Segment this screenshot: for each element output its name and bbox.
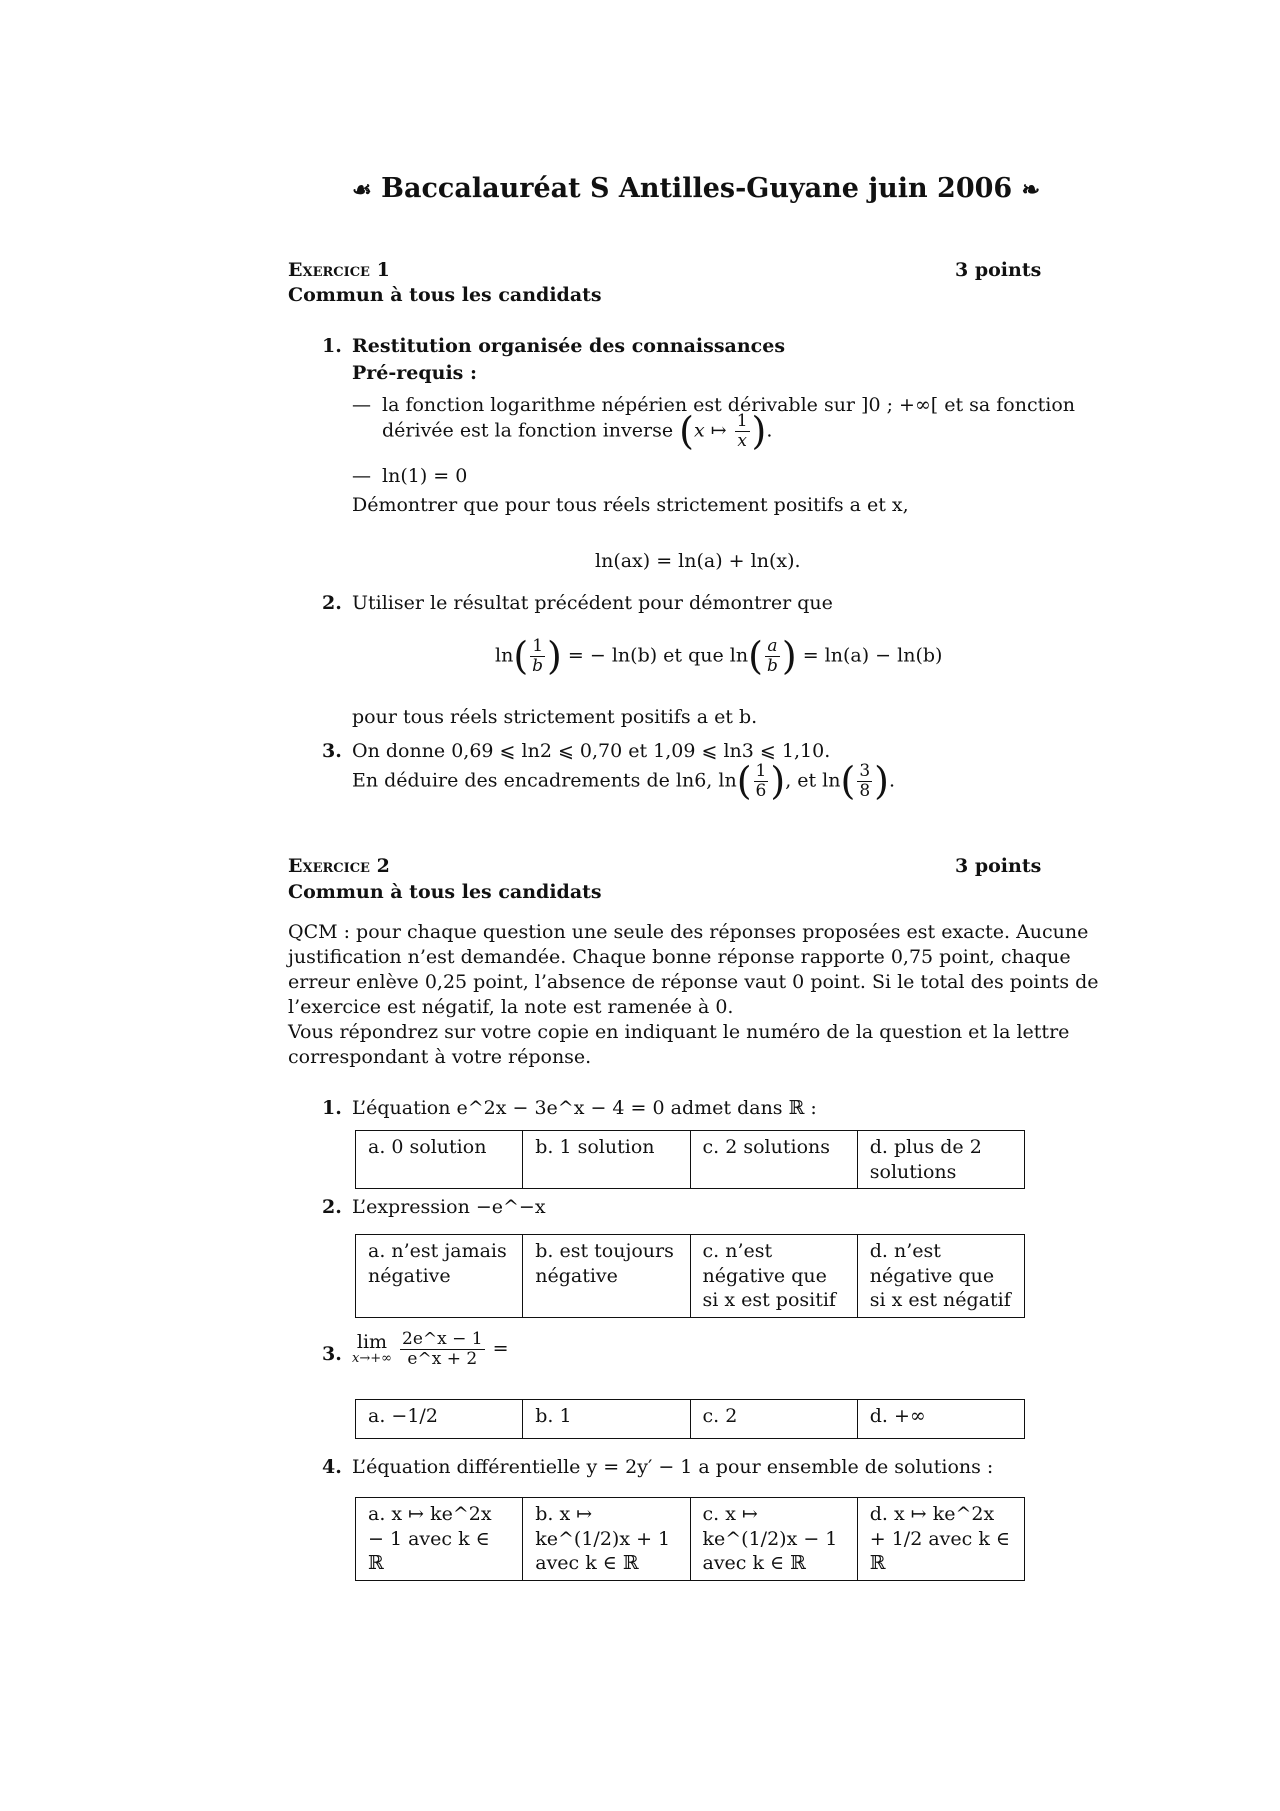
formula-ln-ax: ln(ax) = ln(a) + ln(x).: [595, 550, 801, 572]
ex2-intro-line-5: Vous répondrez sur votre copie en indiquant le numéro de la question et la lettre: [288, 1021, 1070, 1043]
answer-cell[interactable]: a. x ↦ ke^2x − 1 avec k ∈ ℝ: [356, 1498, 523, 1581]
fraction-one-over-b: [530, 637, 545, 675]
answer-cell[interactable]: d. x ↦ ke^2x + 1/2 avec k ∈ ℝ: [857, 1498, 1024, 1581]
qcm-table-q2: [355, 1234, 1025, 1318]
ex2-intro-line-6: correspondant à votre réponse.: [288, 1046, 592, 1068]
frac-den: [735, 432, 750, 451]
frac-den-var: b: [532, 655, 544, 676]
frac-den-var: x: [737, 430, 747, 451]
answer-cell[interactable]: c. n’est négative que si x est positif: [690, 1235, 857, 1318]
table-row: [356, 1400, 1025, 1439]
paren-open: (: [748, 634, 763, 679]
paren-open: (: [679, 409, 694, 454]
ex1-q2-number: 2.: [322, 592, 342, 614]
ex2-q3-limit: [352, 1330, 509, 1368]
ex2-intro-line-1: QCM : pour chaque question une seule des réponses proposées est exacte. Aucune: [288, 921, 1089, 943]
answer-cell[interactable]: c. 2 solutions: [690, 1131, 857, 1189]
ex1-show-text: Démontrer que pour tous réels strictement positifs a et x,: [352, 494, 909, 516]
ex2-q3-number: 3.: [322, 1343, 342, 1365]
prereq-1-period: .: [766, 419, 773, 442]
paren-close: ): [547, 634, 562, 679]
q3-deduce-text: En déduire des encadrements de ln6, ln: [352, 769, 737, 792]
prereq-2: ln(1) = 0: [382, 465, 468, 487]
ex2-q1-text: L’équation e^2x − 3e^x − 4 = 0 admet dans ℝ :: [352, 1097, 817, 1119]
table-row: [356, 1498, 1025, 1581]
table-row: [356, 1131, 1025, 1189]
answer-cell[interactable]: c. 2: [690, 1400, 857, 1439]
ex2-q2-number: 2.: [322, 1196, 342, 1218]
ex2-intro-line-3: erreur enlève 0,25 point, l’absence de réponse vaut 0 point. Si le total des points de: [288, 971, 1099, 993]
prereq-label: Pré-requis :: [352, 362, 478, 384]
answer-cell[interactable]: d. +∞: [857, 1400, 1024, 1439]
page-title-row: [352, 172, 1040, 206]
q3-end: .: [888, 769, 896, 792]
answer-cell[interactable]: d. plus de 2 solutions: [857, 1131, 1024, 1189]
paren-close: ): [770, 759, 786, 804]
frac-num: 1: [530, 637, 545, 657]
paren-open: (: [736, 759, 752, 804]
q2-middle-text: = − ln(b) et que ln: [567, 644, 749, 667]
ln-label: ln: [495, 644, 514, 667]
q3-et: , et ln: [785, 769, 841, 792]
ex1-q3-text: On donne 0,69 ⩽ ln2 ⩽ 0,70 et 1,09 ⩽ ln3 ⩽ 1,10.: [352, 740, 831, 762]
table-row: [356, 1235, 1025, 1318]
prereq-1-text: dérivée est la fonction inverse: [382, 419, 674, 442]
prereq-dash-1: —: [352, 394, 371, 416]
right-ornament-icon: ❧: [1021, 177, 1041, 203]
fraction-one-over-six: [754, 762, 769, 800]
frac-num-var: a: [767, 636, 778, 656]
ex1-subtitle: Commun à tous les candidats: [288, 284, 602, 306]
ex2-q4-text: L’équation différentielle y = 2y′ − 1 a pour ensemble de solutions :: [352, 1456, 994, 1478]
answer-cell[interactable]: b. x ↦ ke^(1/2)x + 1 avec k ∈ ℝ: [523, 1498, 690, 1581]
ex1-heading: Exercice 1: [288, 259, 390, 281]
fraction-three-over-eight: [857, 762, 872, 800]
ex2-points: 3 points: [955, 855, 1042, 877]
answer-cell[interactable]: a. n’est jamais négative: [356, 1235, 523, 1318]
q2-end-text: = ln(a) − ln(b): [802, 644, 943, 667]
answer-cell[interactable]: a. 0 solution: [356, 1131, 523, 1189]
lim-label: lim: [356, 1330, 388, 1353]
lim-subscript: x→+∞: [352, 1351, 392, 1367]
ex2-q1-number: 1.: [322, 1097, 342, 1119]
ex1-q2-after: pour tous réels strictement positifs a et b.: [352, 706, 758, 728]
ex1-q3-number: 3.: [322, 740, 342, 762]
paren-close: ): [781, 634, 797, 679]
ex2-subtitle: Commun à tous les candidats: [288, 881, 602, 903]
prereq-dash-2: —: [352, 465, 371, 487]
answer-cell[interactable]: d. n’est négative que si x est négatif: [857, 1235, 1024, 1318]
ex2-q4-number: 4.: [322, 1456, 342, 1478]
left-ornament-icon: ☙: [352, 177, 372, 203]
ex1-points: 3 points: [955, 259, 1042, 281]
ex1-q3-deduce: [352, 759, 896, 804]
fraction-a-over-b: [765, 637, 780, 675]
limit-fraction: [400, 1330, 485, 1368]
frac-den: [530, 657, 545, 676]
ex1-q1-number: 1.: [322, 335, 342, 357]
answer-cell[interactable]: b. 1: [523, 1400, 690, 1439]
prereq-1-line-a: la fonction logarithme népérien est dérivable sur ]0 ; +∞[ et sa fonction: [382, 394, 1076, 416]
frac-num: 1: [755, 761, 767, 781]
ex1-q2-text: Utiliser le résultat précédent pour démontrer que: [352, 592, 833, 614]
qcm-table-q1: [355, 1130, 1025, 1189]
qcm-table-q4: [355, 1497, 1025, 1581]
frac-den: e^x + 2: [407, 1348, 478, 1369]
ex2-heading: Exercice 2: [288, 855, 390, 877]
ex2-intro-line-4: l’exercice est négatif, la note est ramenée à 0.: [288, 996, 734, 1018]
ex1-q1-title: Restitution organisée des connaissances: [352, 335, 786, 357]
ex2-intro-line-2: justification n’est demandée. Chaque bonne réponse rapporte 0,75 point, chaque: [288, 946, 1071, 968]
frac-den-var: b: [766, 655, 778, 676]
lim-block: [352, 1332, 392, 1367]
frac-den: 6: [755, 780, 767, 801]
fraction-one-over-x: [735, 412, 750, 450]
ex1-q2-formula: [495, 634, 943, 679]
frac-num: 3: [859, 761, 871, 781]
ex2-q2-text: L’expression −e^−x: [352, 1196, 546, 1218]
frac-num: 2e^x − 1: [402, 1329, 483, 1349]
paren-open: (: [840, 759, 856, 804]
frac-den: 8: [859, 780, 871, 801]
page-title: Baccalauréat S Antilles-Guyane juin 2006: [381, 173, 1013, 204]
paren-open: (: [513, 634, 529, 679]
prereq-1-line-b: [382, 409, 773, 454]
paren-close: ): [751, 409, 767, 454]
paren-close: ): [874, 759, 889, 804]
frac-den: [765, 657, 780, 676]
prereq-1-map: x ↦: [693, 419, 727, 442]
answer-cell[interactable]: c. x ↦ ke^(1/2)x − 1 avec k ∈ ℝ: [690, 1498, 857, 1581]
qcm-table-q3: [355, 1399, 1025, 1439]
answer-cell[interactable]: b. est toujours négative: [523, 1235, 690, 1318]
frac-num: [765, 637, 780, 657]
limit-equals: =: [492, 1337, 509, 1360]
answer-cell[interactable]: b. 1 solution: [523, 1131, 690, 1189]
frac-num: 1: [736, 411, 748, 431]
answer-cell[interactable]: a. −1/2: [356, 1400, 523, 1439]
